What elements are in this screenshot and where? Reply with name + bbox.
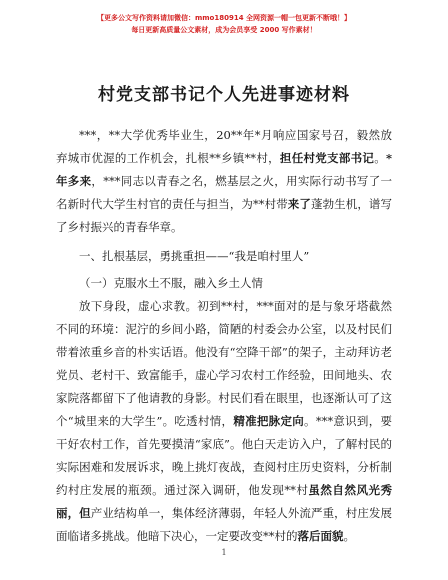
text-run: 产业结构单一，集体经济薄弱，年轻人外流严重，村庄发展面临诸多挑战。他暗下决心，一定要改变**村的: [56, 506, 393, 543]
text-run: ***，**大学优秀毕业生，20**年*月响应国家号召，毅然放弃城市优渥的工作机会，扎根**乡镇**村，: [56, 128, 392, 165]
promo-banner-line-1: 【更多公文写作资料请加微信：mmo180914 全网资源一帽一包更新不断哦！】: [96, 14, 352, 22]
bold-run: 虽然自然风光秀丽，但: [56, 483, 393, 520]
promo-banner-line-2: 每日更新高质量公文素材，成为会员享受 2000 写作素材！: [131, 26, 317, 34]
section-heading-1: 一、扎根基层，勇挑重担——“我是咱村里人”: [79, 249, 310, 263]
paragraph-body: [56, 295, 392, 548]
text-run: 。: [374, 151, 386, 165]
text-run: 。: [343, 529, 355, 543]
document-body: [56, 124, 392, 548]
text-run: 蓬勃生机，谱写了乡村振兴的青春华章。: [56, 197, 393, 234]
bold-run: 落后面貌: [297, 529, 344, 543]
paragraph-intro: [56, 124, 392, 239]
bold-run: 精准把脉定向: [233, 414, 305, 428]
document-title: 村党支部书记个人先进事迹材料: [98, 85, 350, 105]
text-run: 放下身段，虚心求教。初到**村，***面对的是与象牙塔截然不同的环境：泥泞的乡间小路，简陋的村委会办公室，以及村民们带着浓重乡音的朴实话语。他没有“空降干部”的架子，主动拜访老党员、老村干、致富能手，虚心学习农村工作经验，田间地头、农家院落都留下了他请教的身影。村民们看在眼里，也逐渐认可了这个“城里来的大学生”。吃透村情，: [56, 299, 392, 428]
text-run: ，***同志以青春之名，燃基层之火，用实际行动书写了一名新时代大学生村官的责任与担当，为**村带: [56, 174, 393, 211]
bold-run: *年多来: [56, 151, 393, 188]
page-number: 1: [221, 548, 227, 557]
subsection-heading-1: （一）克服水土不服，融入乡土人情: [79, 276, 263, 290]
bold-run: 来了: [287, 197, 311, 211]
text-run: 。***意识到，要干好农村工作，首先要摸清“家底”。他白天走访入户，了解村民的实际困难和发展诉求，晚上挑灯夜战，查阅村庄历史资料，分析制约村庄发展的瓶颈。通过深入调研，他发现**村: [56, 414, 393, 497]
bold-run: 担任村党支部书记: [279, 151, 375, 165]
promo-banner: [0, 12, 448, 36]
